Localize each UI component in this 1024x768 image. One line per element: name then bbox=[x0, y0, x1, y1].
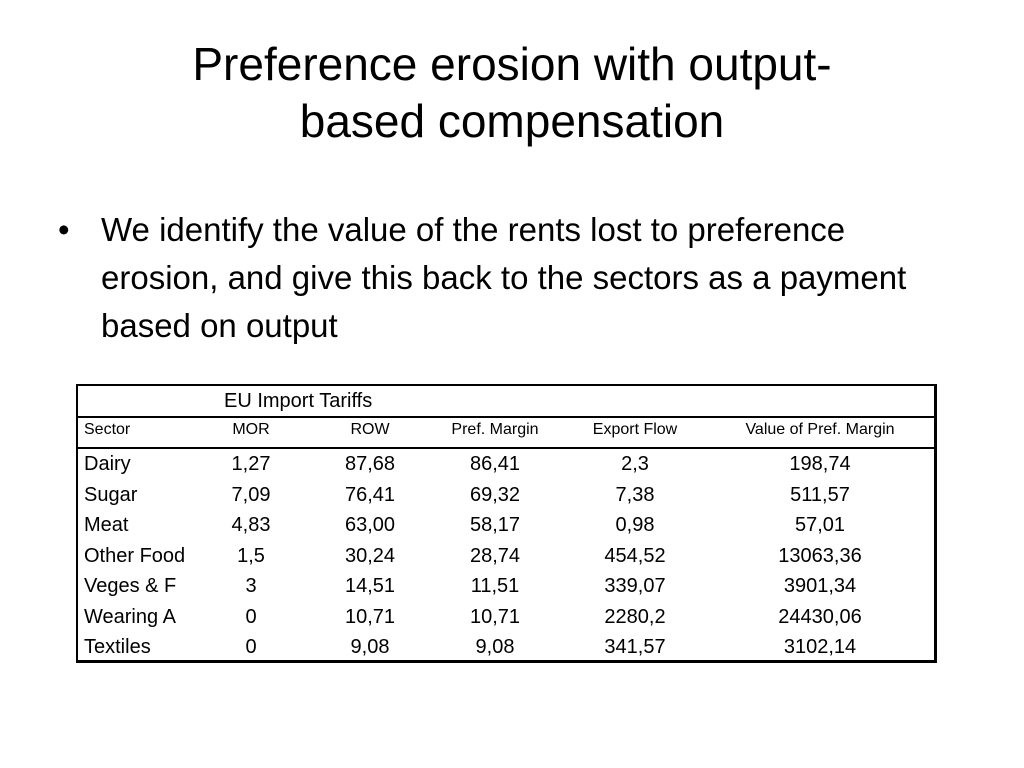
bullet-point bbox=[58, 206, 958, 350]
cell-sector: Sugar bbox=[84, 483, 138, 506]
cell-row: 76,41 bbox=[344, 483, 396, 506]
slide-title-line-1: Preference erosion with output- bbox=[192, 38, 832, 90]
cell-row: 9,08 bbox=[350, 636, 390, 658]
cell-sector: Textiles bbox=[84, 636, 151, 658]
tariff-table bbox=[76, 384, 937, 663]
cell-row: 63,00 bbox=[344, 514, 396, 536]
cell-mor: 4,83 bbox=[231, 514, 271, 536]
cell-export-flow: 2280,2 bbox=[604, 605, 666, 628]
bullet-text: We identify the value of the rents lost to preference erosion, and give this back to the sectors as a payment based on output bbox=[101, 211, 907, 344]
table-row bbox=[78, 632, 934, 663]
cell-mor: 0 bbox=[245, 605, 257, 628]
cell-export-flow: 0,98 bbox=[615, 514, 655, 536]
table-body bbox=[78, 449, 934, 663]
cell-sector: Other Food bbox=[84, 544, 186, 567]
cell-mor: 1,5 bbox=[237, 544, 265, 567]
cell-sector: Wearing A bbox=[84, 605, 176, 628]
slide-title-line-2: based compensation bbox=[299, 95, 725, 147]
bullet-marker: • bbox=[58, 211, 70, 248]
cell-row: 10,71 bbox=[344, 605, 396, 628]
table-row bbox=[78, 480, 934, 511]
cell-value-pref-margin: 3102,14 bbox=[783, 636, 857, 658]
header-value-pref-margin: Value of Pref. Margin bbox=[745, 421, 895, 438]
cell-pref-margin: 9,08 bbox=[475, 636, 515, 658]
cell-sector: Veges & F bbox=[84, 575, 177, 597]
cell-pref-margin: 10,71 bbox=[469, 605, 521, 628]
cell-row: 30,24 bbox=[344, 544, 396, 567]
cell-pref-margin: 86,41 bbox=[469, 453, 521, 475]
table-row bbox=[78, 541, 934, 572]
table-group-header-row bbox=[78, 386, 934, 418]
cell-mor: 0 bbox=[245, 636, 257, 658]
table-header-row bbox=[78, 418, 934, 449]
cell-row: 87,68 bbox=[344, 453, 396, 475]
header-pref-margin: Pref. Margin bbox=[451, 421, 539, 438]
cell-export-flow: 2,3 bbox=[621, 453, 649, 475]
cell-value-pref-margin: 511,57 bbox=[790, 483, 850, 506]
cell-value-pref-margin: 13063,36 bbox=[778, 544, 862, 567]
cell-pref-margin: 28,74 bbox=[469, 544, 521, 567]
cell-pref-margin: 69,32 bbox=[469, 483, 521, 506]
table-row bbox=[78, 510, 934, 541]
cell-export-flow: 454,52 bbox=[604, 544, 666, 567]
cell-mor: 3 bbox=[245, 575, 257, 597]
header-row-tariff: ROW bbox=[350, 421, 390, 438]
table-row bbox=[78, 602, 934, 633]
table-row bbox=[78, 449, 934, 480]
cell-value-pref-margin: 24430,06 bbox=[778, 605, 862, 628]
cell-pref-margin: 11,51 bbox=[470, 575, 520, 597]
eu-import-tariffs-label: EU Import Tariffs bbox=[224, 390, 373, 412]
cell-row: 14,51 bbox=[344, 575, 396, 597]
cell-value-pref-margin: 198,74 bbox=[789, 453, 851, 475]
cell-sector: Dairy bbox=[84, 453, 131, 475]
cell-mor: 1,27 bbox=[231, 453, 271, 475]
cell-mor: 7,09 bbox=[231, 483, 271, 506]
cell-export-flow: 339,07 bbox=[604, 575, 666, 597]
cell-value-pref-margin: 3901,34 bbox=[783, 575, 857, 597]
header-mor: MOR bbox=[232, 421, 270, 438]
header-sector: Sector bbox=[84, 421, 131, 438]
cell-value-pref-margin: 57,01 bbox=[794, 514, 846, 536]
header-export-flow: Export Flow bbox=[592, 421, 678, 438]
slide-title bbox=[60, 36, 964, 150]
cell-export-flow: 7,38 bbox=[615, 483, 655, 506]
table-row bbox=[78, 571, 934, 602]
cell-sector: Meat bbox=[84, 514, 129, 536]
cell-pref-margin: 58,17 bbox=[469, 514, 521, 536]
cell-export-flow: 341,57 bbox=[604, 636, 666, 658]
